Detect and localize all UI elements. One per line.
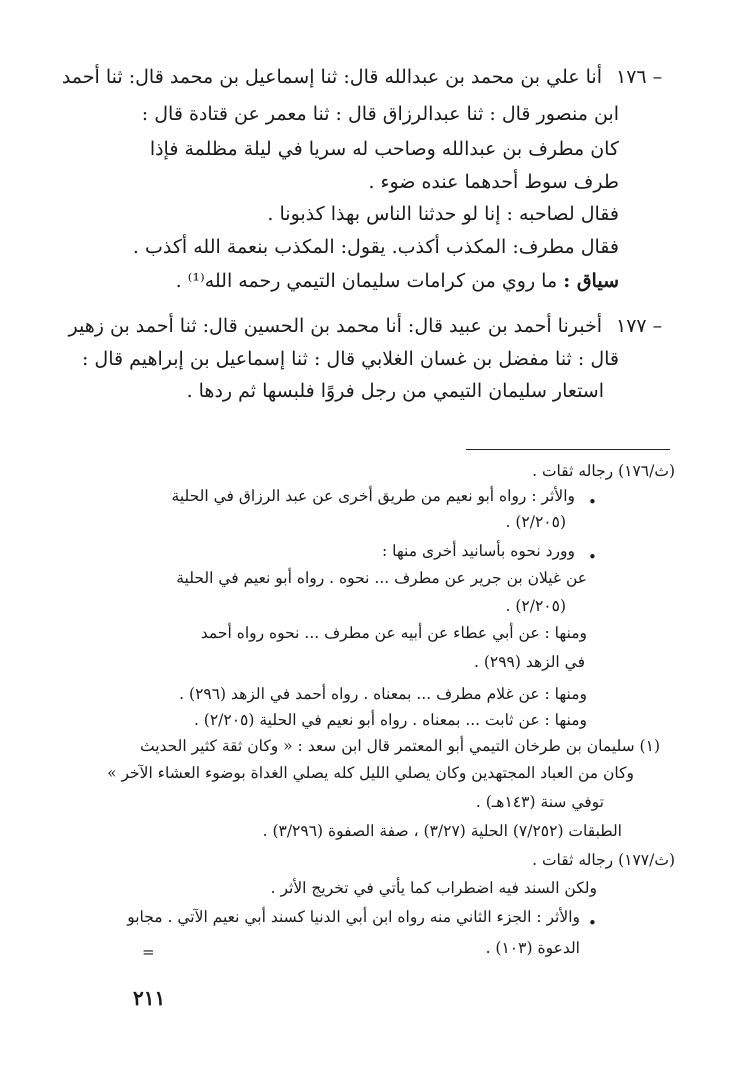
section-heading-text: ما روي من كرامات سليمان التيمي رحمه الله⁽¹⁾ .: [175, 270, 558, 292]
footnote-line-9: ومنها : عن غلام مطرف ... بمعناه . رواه أحمد في الزهد (٢٩٦) .: [179, 685, 587, 703]
entry-177-line-2: قال : ثنا مفضل بن غسان الغلابي قال : ثنا إسماعيل بن إبراهيم قال :: [81, 348, 619, 370]
section-heading-label: سياق :: [563, 270, 619, 292]
section-heading: [176, 270, 619, 292]
bullet-icon: •: [588, 914, 597, 932]
footnote-line-8: في الزهد (٢٩٩) .: [473, 653, 585, 671]
footnote-line-12: وكان من العباد المجتهدين وكان يصلي الليل كله يصلي الغداة بوضوء العشاء الآخر »: [107, 764, 634, 782]
bullet-icon: •: [588, 548, 597, 566]
footnote-line-7: ومنها : عن أبي عطاء عن أبيه عن مطرف ... نحوه رواه أحمد: [200, 624, 587, 642]
footnote-line-2: والأثر : رواه أبو نعيم من طريق أخرى عن عبد الرزاق في الحلية: [171, 487, 575, 505]
footnote-line-18: الدعوة (١٠٣) .: [485, 939, 580, 957]
footnote-line-15: (ث/١٧٧) رجاله ثقات .: [532, 851, 675, 869]
footnote-line-4: وورد نحوه بأسانيد أخرى منها :: [382, 542, 575, 560]
bullet-icon: •: [588, 493, 597, 511]
entry-176-line-1: أنا علي بن محمد بن عبدالله قال: ثنا إسماعيل بن محمد قال: ثنا أحمد: [61, 66, 602, 88]
entry-176-line-5: فقال لصاحبه : إنا لو حدثنا الناس بهذا كذبونا .: [267, 203, 619, 225]
entry-177-line-3: استعار سليمان التيمي من رجل فروًا فلبسها ثم ردها .: [186, 380, 604, 402]
footnote-line-10: ومنها : عن ثابت ... بمعناه . رواه أبو نعيم في الحلية (٢/٢٠٥) .: [193, 711, 587, 729]
footnote-line-14: الطبقات (٧/٢٥٢) الحلية (٣/٢٧) ، صفة الصفوة (٣/٢٩٦) .: [262, 822, 622, 840]
entry-177-line-1: أخبرنا أحمد بن عبيد قال: أنا محمد بن الحسين قال: ثنا أحمد بن زهير: [68, 315, 602, 337]
footnote-line-17: والأثر : الجزء الثاني منه رواه ابن أبي الدنيا كسند أبي نعيم الآتي . مجابو: [127, 908, 580, 926]
entry-176-line-6: فقال مطرف: المكذب أكذب. يقول: المكذب بنعمة الله أكذب .: [132, 236, 619, 258]
footnote-line-13: توفي سنة (١٤٣هـ) .: [475, 793, 604, 811]
entry-176-line-3: كان مطرف بن عبدالله وصاحب له سريا في ليلة مظلمة فإذا: [149, 138, 619, 160]
entry-176-number: ١٧٦ –: [616, 66, 663, 88]
footnote-line-6: (٢/٢٠٥) .: [505, 597, 566, 615]
footnote-line-3: (٢/٢٠٥) .: [505, 513, 566, 531]
footnote-line-11: (١) سليمان بن طرخان التيمي أبو المعتمر قال ابن سعد : « وكان ثقة كثير الحديث: [140, 737, 660, 755]
continuation-mark: =: [142, 943, 155, 961]
footnote-separator: [466, 449, 670, 450]
footnote-line-5: عن غيلان بن جرير عن مطرف ... نحوه . رواه أبو نعيم في الحلية: [176, 569, 587, 587]
footnote-line-1: (ث/١٧٦) رجاله ثقات .: [532, 462, 675, 480]
entry-176-line-4: طرف سوط أحدهما عنده ضوء .: [368, 171, 619, 193]
footnote-line-16: ولكن السند فيه اضطراب كما يأتي في تخريج الأثر .: [270, 879, 597, 897]
entry-177-number: ١٧٧ –: [616, 315, 663, 337]
page-number: ٢١١: [133, 986, 166, 1010]
entry-176-line-2: ابن منصور قال : ثنا عبدالرزاق قال : ثنا معمر عن قتادة قال :: [141, 103, 619, 125]
